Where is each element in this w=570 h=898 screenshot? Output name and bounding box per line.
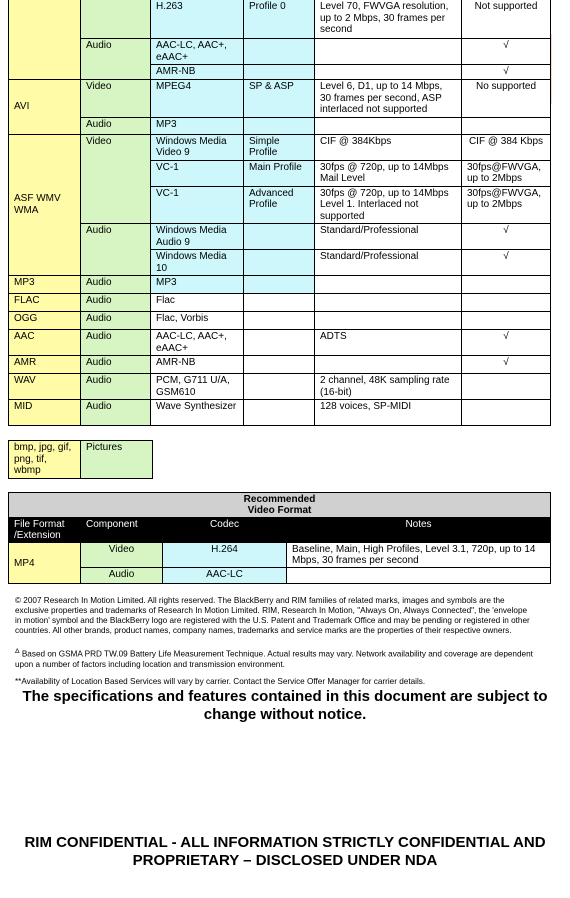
- profile-cell: Main Profile: [244, 160, 315, 186]
- component-cell: Video: [81, 80, 151, 118]
- codec-cell: Windows Media Audio 9: [151, 224, 244, 250]
- component-cell: Video: [81, 134, 151, 224]
- component-cell: Video: [81, 543, 163, 568]
- battery-footnote-text: Based on GSMA PRD TW.09 Battery Life Measurement Technique. Actual results may vary. Network availability and coverage are dependent upon a number of factors including location and transmission environment.: [15, 649, 533, 669]
- profile-cell: [244, 374, 315, 400]
- profile-cell: [244, 117, 315, 134]
- status-cell: [462, 294, 551, 312]
- recommended-header: [9, 493, 551, 518]
- col-notes: Notes: [287, 518, 551, 543]
- notes-cell: [315, 117, 462, 134]
- codec-cell: Flac: [151, 294, 244, 312]
- status-cell: [462, 276, 551, 294]
- status-cell: 30fps@FWVGA, up to 2Mbps: [462, 160, 551, 186]
- pictures-component-cell: Pictures: [81, 441, 153, 479]
- codec-cell: AMR-NB: [151, 356, 244, 374]
- component-cell: [81, 0, 151, 39]
- profile-cell: SP & ASP: [244, 80, 315, 118]
- profile-cell: [244, 330, 315, 356]
- profile-cell: [244, 65, 315, 80]
- status-cell: [462, 117, 551, 134]
- format-cell: OGG: [9, 312, 81, 330]
- format-cell: FLAC: [9, 294, 81, 312]
- format-cell: MP3: [9, 276, 81, 294]
- notes-cell: [315, 65, 462, 80]
- status-cell: [462, 374, 551, 400]
- profile-cell: Advanced Profile: [244, 186, 315, 224]
- codec-cell: Windows Media Video 9: [151, 134, 244, 160]
- profile-cell: [244, 39, 315, 65]
- format-cell: [9, 0, 81, 80]
- notes-cell: [315, 276, 462, 294]
- profile-cell: [244, 276, 315, 294]
- codec-cell: H.264: [163, 543, 287, 568]
- notes-cell: [287, 568, 551, 584]
- notes-cell: Baseline, Main, High Profiles, Level 3.1, 720p, up to 14 Mbps, 30 frames per second: [287, 543, 551, 568]
- media-format-table: [8, 0, 551, 426]
- notes-cell: [315, 294, 462, 312]
- codec-cell: AAC-LC, AAC+, eAAC+: [151, 39, 244, 65]
- codec-cell: AAC-LC, AAC+, eAAC+: [151, 330, 244, 356]
- change-notice: The specifications and features contained in this document are subject to change without notice.: [22, 688, 548, 723]
- codec-cell: MPEG4: [151, 80, 244, 118]
- status-cell: CIF @ 384 Kbps: [462, 134, 551, 160]
- notes-cell: [315, 39, 462, 65]
- recommended-header-line1: Recommended: [243, 494, 316, 505]
- component-cell: Audio: [81, 568, 163, 584]
- col-codec: Codec: [163, 518, 287, 543]
- codec-cell: VC-1: [151, 186, 244, 224]
- notes-cell: ADTS: [315, 330, 462, 356]
- notes-cell: 30fps @ 720p, up to 14Mbps Mail Level: [315, 160, 462, 186]
- format-cell: AMR: [9, 356, 81, 374]
- status-cell: √: [462, 224, 551, 250]
- component-cell: Audio: [81, 312, 151, 330]
- status-cell: √: [462, 330, 551, 356]
- profile-cell: [244, 356, 315, 374]
- notes-cell: [315, 356, 462, 374]
- notes-cell: CIF @ 384Kbps: [315, 134, 462, 160]
- codec-cell: AMR-NB: [151, 65, 244, 80]
- status-cell: √: [462, 65, 551, 80]
- format-cell: WAV: [9, 374, 81, 400]
- codec-cell: Wave Synthesizer: [151, 400, 244, 426]
- status-cell: Not supported: [462, 0, 551, 39]
- codec-cell: PCM, G711 U/A, GSM610: [151, 374, 244, 400]
- status-cell: 30fps@FWVGA, up to 2Mbps: [462, 186, 551, 224]
- notes-cell: Level 70, FWVGA resolution, up to 2 Mbps, 30 frames per second: [315, 0, 462, 39]
- component-cell: Audio: [81, 39, 151, 80]
- codec-cell: MP3: [151, 117, 244, 134]
- component-cell: Audio: [81, 356, 151, 374]
- profile-cell: Profile 0: [244, 0, 315, 39]
- picture-formats-cell: bmp, jpg, gif, png, tif, wbmp: [9, 441, 81, 479]
- lbs-footnote: **Availability of Location Based Services will vary by carrier. Contact the Service Offer Manager for carrier details.: [15, 677, 426, 686]
- profile-cell: [244, 224, 315, 250]
- component-cell: Audio: [81, 374, 151, 400]
- notes-cell: 128 voices, SP-MIDI: [315, 400, 462, 426]
- format-cell: AVI: [9, 80, 81, 135]
- status-cell: √: [462, 356, 551, 374]
- format-cell: ASF WMV WMA: [9, 134, 81, 276]
- component-cell: Audio: [81, 117, 151, 134]
- format-cell: AAC: [9, 330, 81, 356]
- codec-cell: Flac, Vorbis: [151, 312, 244, 330]
- profile-cell: Simple Profile: [244, 134, 315, 160]
- status-cell: [462, 400, 551, 426]
- component-cell: Audio: [81, 400, 151, 426]
- notes-cell: 30fps @ 720p, up to 14Mbps Level 1. Interlaced not supported: [315, 186, 462, 224]
- recommended-header-line2: Video Format: [247, 505, 312, 516]
- component-cell: Audio: [81, 224, 151, 276]
- codec-cell: H.263: [151, 0, 244, 39]
- battery-footnote-mark: Δ: [15, 648, 20, 655]
- profile-cell: [244, 312, 315, 330]
- status-cell: √: [462, 250, 551, 276]
- notes-cell: Standard/Professional: [315, 250, 462, 276]
- notes-cell: [315, 312, 462, 330]
- component-cell: Audio: [81, 294, 151, 312]
- col-file-format: File Format /Extension: [9, 518, 81, 543]
- codec-cell: Windows Media 10: [151, 250, 244, 276]
- format-cell: MP4: [9, 543, 81, 584]
- copyright-text: © 2007 Research In Motion Limited. All rights reserved. The BlackBerry and RIM families of related marks, images and symbols are the exclusive properties and trademarks of Research In Motion Limited. RIM, Research In Motion, "Always On, Always Connected", the 'envelope in motion' symbol and the BlackBerry logo are registered with the U.S. Patent and Trademark Office and may be pending or registered in other countries. All other brands, product names, company names, trademarks and service marks are the properties of their respective owners.: [15, 596, 530, 635]
- profile-cell: [244, 400, 315, 426]
- component-cell: Audio: [81, 276, 151, 294]
- pictures-table: [8, 440, 153, 479]
- battery-footnote: [15, 647, 535, 670]
- notes-cell: 2 channel, 48K sampling rate (16-bit): [315, 374, 462, 400]
- status-cell: [462, 312, 551, 330]
- codec-cell: MP3: [151, 276, 244, 294]
- status-cell: No supported: [462, 80, 551, 118]
- notes-cell: Level 6, D1, up to 14 Mbps, 30 frames per second, ASP interlaced not supported: [315, 80, 462, 118]
- component-cell: Audio: [81, 330, 151, 356]
- confidential-notice: RIM CONFIDENTIAL - ALL INFORMATION STRICTLY CONFIDENTIAL AND PROPRIETARY – DISCLOSED UNDER NDA: [24, 834, 546, 869]
- profile-cell: [244, 250, 315, 276]
- codec-cell: AAC-LC: [163, 568, 287, 584]
- codec-cell: VC-1: [151, 160, 244, 186]
- col-component: Component: [81, 518, 163, 543]
- profile-cell: [244, 294, 315, 312]
- format-cell: MID: [9, 400, 81, 426]
- notes-cell: Standard/Professional: [315, 224, 462, 250]
- status-cell: √: [462, 39, 551, 65]
- recommended-format-table: [8, 492, 551, 584]
